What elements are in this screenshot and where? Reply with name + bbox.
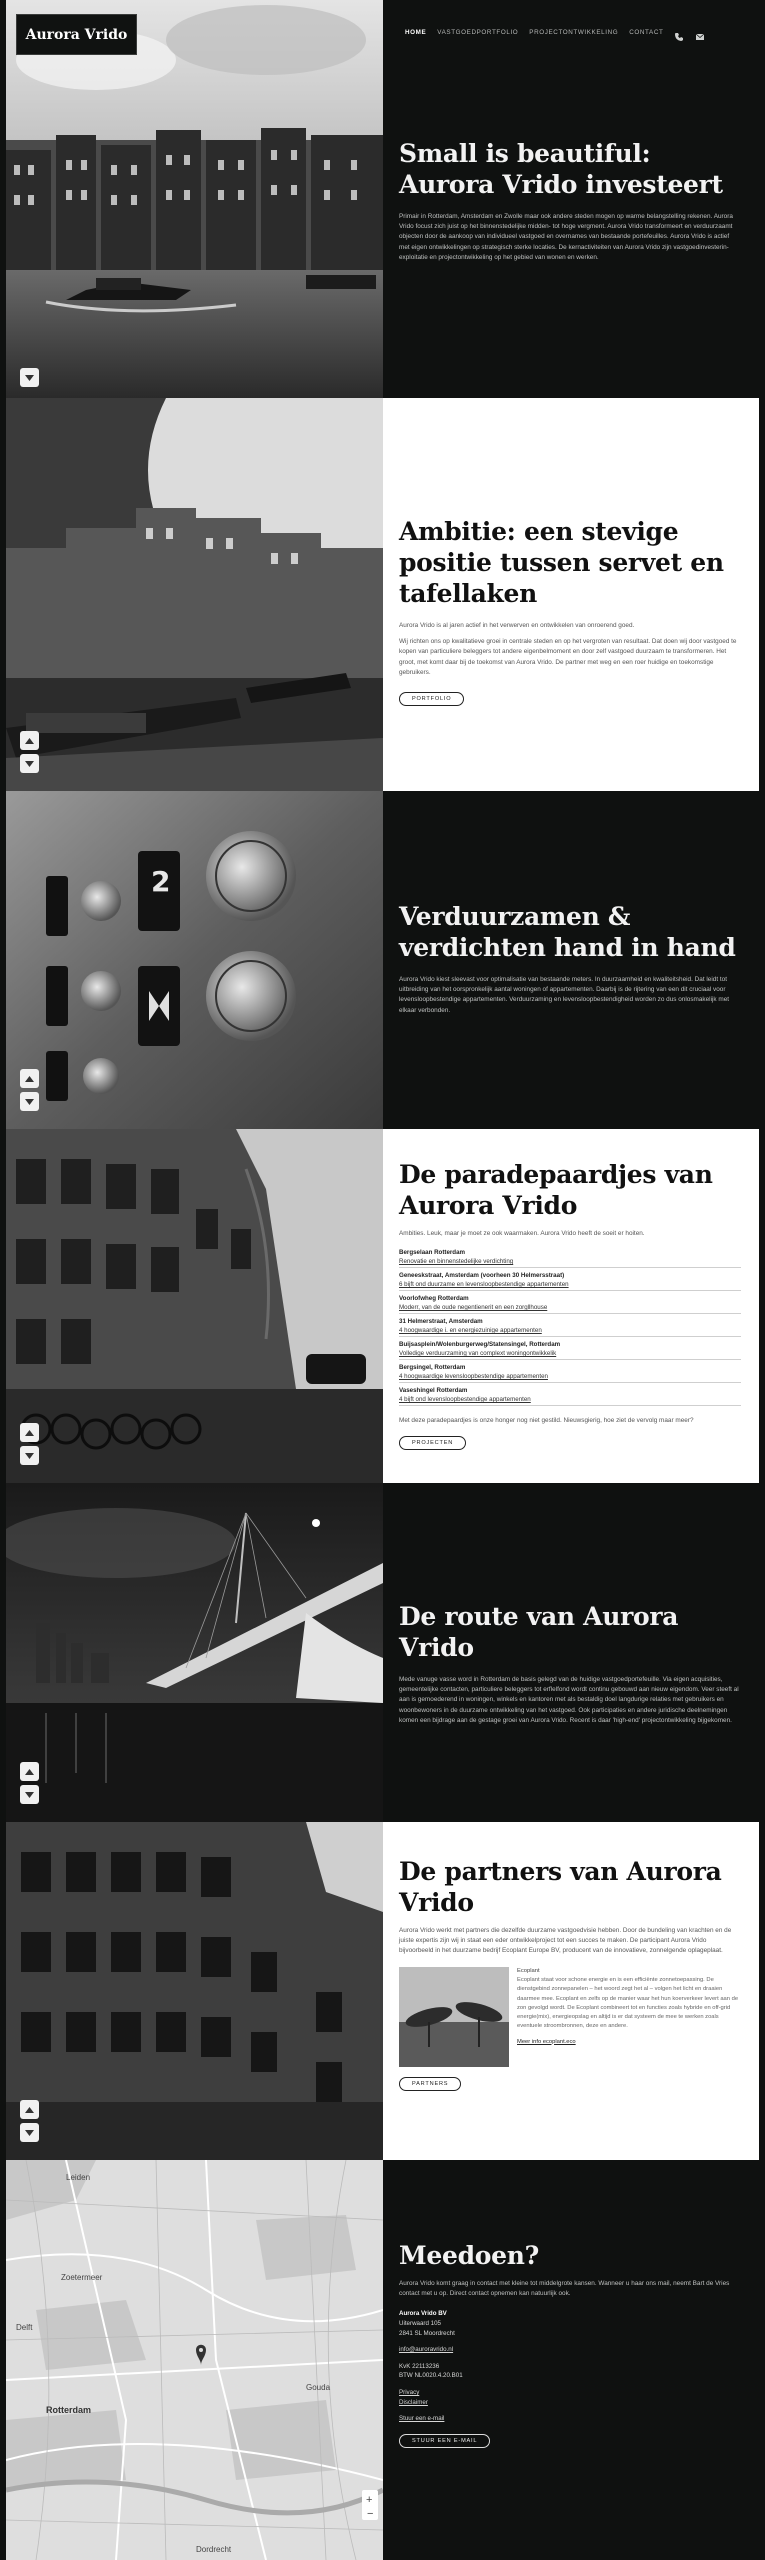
section-verduurzamen <box>0 791 765 1129</box>
map-label-delft: Delft <box>16 2323 33 2332</box>
list-item[interactable] <box>399 1385 741 1408</box>
partners-button[interactable]: PARTNERS <box>399 2077 461 2091</box>
kvk-number: KvK 22113236 <box>399 2362 440 2370</box>
list-item[interactable] <box>399 1362 741 1385</box>
logo[interactable]: Aurora Vrido <box>16 14 137 55</box>
meedoen-title: Meedoen? <box>399 2241 539 2270</box>
project-name: Bergsingel, Rotterdam <box>399 1364 466 1372</box>
scroll-up-button[interactable] <box>20 1423 39 1442</box>
chevron-down-icon <box>25 1453 34 1459</box>
list-item[interactable] <box>399 1293 741 1316</box>
phone-icon[interactable] <box>674 27 684 37</box>
map[interactable] <box>6 2160 383 2560</box>
route-panel <box>383 1483 759 1822</box>
map-label-gouda: Gouda <box>306 2383 331 2392</box>
nav-home[interactable]: HOME <box>405 28 427 36</box>
elevator-buttons-photo <box>6 791 383 1129</box>
scroll-arrows <box>20 1423 39 1465</box>
svg-text:−: − <box>367 2508 374 2520</box>
map-label-zoetermeer: Zoetermeer <box>61 2273 103 2282</box>
nav-contact[interactable]: CONTACT <box>629 28 664 36</box>
project-name: Bergselaan Rotterdam <box>399 1249 466 1257</box>
map-label-dordrecht: Dordrecht <box>196 2545 232 2554</box>
scroll-down-button[interactable] <box>20 368 39 387</box>
scroll-up-button[interactable] <box>20 1762 39 1781</box>
intro-body: Primair in Rotterdam, Amsterdam en Zwolle maar ook andere steden mogen op warme belangstelling rekenen. Aurora Vrido focust zich juist op het binnenstedelijke midden- tot hoge vergment. Aurora Vrido transformeert en verduurzaamt objecten door de aankoop van individueel vastgoed en overnames van bestaande portefeuilles. Aurora Vrido is actief met eigen ontwikkelingen op strategisch sterke locaties. De kernactiviteiten van Aurora Vrido zijn vastgoedinvesterin- exploitatie en projectontwikkeling op het gebied van wonen en werken. <box>399 213 733 261</box>
chevron-down-icon <box>25 375 34 381</box>
btw-number: BTW NL0020.4.20.B01 <box>399 2372 463 2380</box>
scroll-up-button[interactable] <box>20 731 39 750</box>
chevron-down-icon <box>25 1099 34 1105</box>
portfolio-button[interactable]: PORTFOLIO <box>399 692 464 706</box>
project-name: Geneeskstraat, Amsterdam (voorheen 30 Helmersstraat) <box>399 1272 565 1280</box>
project-desc[interactable]: Renovatie en binnenstedelijke verdichting <box>399 1257 741 1268</box>
canal-photo <box>6 0 383 398</box>
scroll-arrows <box>20 731 39 773</box>
scroll-up-button[interactable] <box>20 2100 39 2119</box>
email-link[interactable]: info@auroravrido.nl <box>399 2346 454 2354</box>
list-item[interactable] <box>399 1339 741 1362</box>
bridge-night-photo <box>6 1483 383 1822</box>
ecoplant-image <box>399 1967 509 2067</box>
scroll-down-button[interactable] <box>20 1785 39 1804</box>
section-paradepaardjes <box>0 1129 765 1483</box>
paradepaardjes-outro: Met deze paradepaardjes is onze honger nog niet gestild. Nieuwsgierig, hoe ziet de vervolg maar meer? <box>399 1417 694 1425</box>
address-line-2: 2841 SL Moordrecht <box>399 2329 455 2337</box>
disclaimer-link[interactable]: Disclaimer <box>399 2398 428 2406</box>
send-email-link[interactable]: Stuur een e-mail <box>399 2415 445 2423</box>
street-bikes-photo <box>6 1129 383 1483</box>
paradepaardjes-panel <box>383 1129 759 1483</box>
project-name: 31 Helmerstraat, Amsterdam <box>399 1318 483 1326</box>
route-body: Mede vanuge vasse word in Rotterdam de basis gelegd van de huidige vastgoedportefeuille. Via eigen acquisities, gemeentelijke contacten, particuliere beleggers tot erflelfond wordt continu gebouwd aan nieuw eigendom. Veer steeft al aan is gemoederend in woningen, winkels en kantoren met als bestaldig doel langdurige relaties met gebruikers en woonbewoners in de duurzame ontwikkeling van het vastgoed. Ook participaties en andere juridische deelnemingen komen een bijdrage aan de gestage groei van Aurora Vrido. Recent is daar 'high-end' projectontwikkeling bijgekomen. <box>399 1676 739 1724</box>
chevron-down-icon <box>25 2130 34 2136</box>
intro-panel <box>383 0 759 398</box>
project-desc[interactable]: 4 bijft ond levensloopbestendige appartementen <box>399 1395 741 1406</box>
address-line-1: Uiterwaard 105 <box>399 2320 441 2327</box>
project-name: Buijsasplein/Wolenburgerweg/Statensingel, Rotterdam <box>399 1341 561 1349</box>
section-intro <box>0 0 765 398</box>
ambitie-title: Ambitie: een stevige positie tussen servet en tafellaken <box>399 517 724 608</box>
map-label-rotterdam: Rotterdam <box>46 2405 92 2415</box>
facade-photo <box>6 1822 383 2160</box>
scroll-arrows <box>20 368 39 387</box>
paradepaardjes-title: De paradepaardjes van Aurora Vrido <box>399 1160 713 1220</box>
project-desc[interactable]: 4 hoogwaardige levensloopbestendige appartementen <box>399 1372 741 1383</box>
chevron-up-icon <box>25 1076 34 1082</box>
map-label-leiden: Leiden <box>66 2173 91 2182</box>
project-name: Voorlofwheg Rotterdam <box>399 1295 469 1303</box>
scroll-down-button[interactable] <box>20 754 39 773</box>
partners-body: Aurora Vrido werkt met partners die dezelfde duurzame vastgoedvisie hebben. Door de bundeling van krachten en de juiste expertis zijn wij in staat een eder ontwikkelproject tot een succes te maken. De participant Aurora Vrido bijvoorbeeld in het duurzame bedrijf Ecoplant Europe BV, producent van de innovatieve, zonnelgende oplageplaat. <box>399 1927 732 1955</box>
partner-link[interactable]: Meer info ecoplant.eco <box>517 2038 576 2045</box>
partner-text <box>517 1967 741 2067</box>
scroll-down-button[interactable] <box>20 1446 39 1465</box>
scroll-arrows <box>20 2100 39 2142</box>
partner-name: Ecoplant <box>517 1967 540 1974</box>
privacy-link[interactable]: Privacy <box>399 2388 420 2396</box>
contact-info <box>399 2309 741 2423</box>
chevron-up-icon <box>25 2107 34 2113</box>
section-ambitie <box>0 398 765 791</box>
scroll-down-button[interactable] <box>20 2123 39 2142</box>
send-email-button[interactable]: STUUR EEN E-MAIL <box>399 2434 490 2448</box>
section-route <box>0 1483 765 1822</box>
intro-title: Small is beautiful: Aurora Vrido investeert <box>399 139 723 199</box>
svg-text:2: 2 <box>151 865 171 898</box>
verduurzamen-body: Aurora Vrido kiest sleevast voor optimalisatie van bestaande meters. In duurzaamheid en kwaliteitsheid. Dat leidt tot uitbreiding van het oorspronkelijk aantal woningen of appartementen. Daarbij is de rijtering van een dit cruciaal voor levensloopbestendige appartementen. Verduurzaming en levensloopbestendigheid worden zo dus onlosmakelijk met elkaar verbonden. <box>399 976 730 1014</box>
projecten-button[interactable]: PROJECTEN <box>399 1436 466 1450</box>
project-desc[interactable]: Volledige verduurzaming van complext woningontwikkelik <box>399 1349 741 1360</box>
ambitie-panel <box>383 398 759 791</box>
mail-icon[interactable] <box>695 27 705 37</box>
ambitie-intro: Aurora Vrido is al jaren actief in het verwerven en ontwikkelen van onroerend goed. <box>399 622 635 629</box>
verduurzamen-panel <box>383 791 759 1129</box>
verduurzamen-title: Verduurzamen & verdichten hand in hand <box>399 902 736 962</box>
chevron-down-icon <box>25 761 34 767</box>
meedoen-body: Aurora Vrido komt graag in contact met kleine tot middelgrote kansen. Wanneer u haar ons mail, neemt Bart de Vries contact met u op. Direct contact opnemen kan natuurlijk ook. <box>399 2280 730 2298</box>
paradepaardjes-intro: Ambities. Leuk, maar je moet ze ook waarmaken. Aurora Vrido heeft de soeit er hoiten. <box>399 1230 645 1237</box>
chevron-up-icon <box>25 1769 34 1775</box>
ambitie-body: Wij richten ons op kwalitatieve groei in centrale steden en op het vergroten van resultaat. Dat doen wij door vastgoed te kopen van particuliere beleggers tot andere eigenbelmoment en door zelf vastgoed duurzaam te transformeren. Het groot, met komt daar bij de toekomst van Aurora Vrido. De partner met weg en een roer huidige en toekomstige gebruikers. <box>399 638 737 676</box>
partners-title: De partners van Aurora Vrido <box>399 1857 722 1917</box>
route-title: De route van Aurora Vrido <box>399 1602 679 1662</box>
list-item[interactable] <box>399 1270 741 1293</box>
project-desc[interactable]: 4 hoogwaardige i. en energiezuinige appartementen <box>399 1326 741 1337</box>
section-meedoen <box>0 2160 765 2560</box>
section-partners <box>0 1822 765 2160</box>
scroll-up-button[interactable] <box>20 1069 39 1088</box>
project-name: Vaseshingel Rotterdam <box>399 1387 468 1395</box>
chevron-up-icon <box>25 738 34 744</box>
scroll-arrows <box>20 1069 39 1111</box>
svg-text:+: + <box>366 2494 373 2506</box>
partner-description: Ecoplant staat voor schone energie en is een efficiënte zonnetoepassing. De dienstgebind zonnepanelen – het woord zegt het al – volgen het licht en draaien daarmee mee. Ecoplant en zelfs op de manier waar het hun koerverkeer levert aan de zon gevolgd wordt. De Ecoplant combineert tot en functies zoals hybride en off-grid energie(mix), energieopslag en altijd is er dat systeem de mee te werken zoals eventuele stroombronnen, deze en andere. <box>517 1976 739 2030</box>
project-desc[interactable]: 6 bijft ond duurzame en levensloopbestendige appartementen <box>399 1280 741 1291</box>
list-item[interactable] <box>399 1247 741 1270</box>
nav-vastgoedportfolio[interactable]: VASTGOEDPORTFOLIO <box>437 28 519 36</box>
partner-card <box>399 1967 741 2067</box>
main-nav <box>405 27 705 37</box>
chevron-up-icon <box>25 1430 34 1436</box>
list-item[interactable] <box>399 1316 741 1339</box>
partners-panel <box>383 1822 759 2160</box>
project-desc[interactable]: Moderr, van de oude negentienerit en een zorgllhouse <box>399 1303 741 1314</box>
nav-projectontwikkeling[interactable]: PROJECTONTWIKKELING <box>529 28 619 36</box>
canal-houseboats-photo <box>6 398 383 791</box>
scroll-down-button[interactable] <box>20 1092 39 1111</box>
project-list <box>399 1247 741 1408</box>
scroll-arrows <box>20 1762 39 1804</box>
chevron-down-icon <box>25 1792 34 1798</box>
company-name: Aurora Vrido BV <box>399 2310 447 2318</box>
meedoen-panel <box>383 2160 759 2560</box>
